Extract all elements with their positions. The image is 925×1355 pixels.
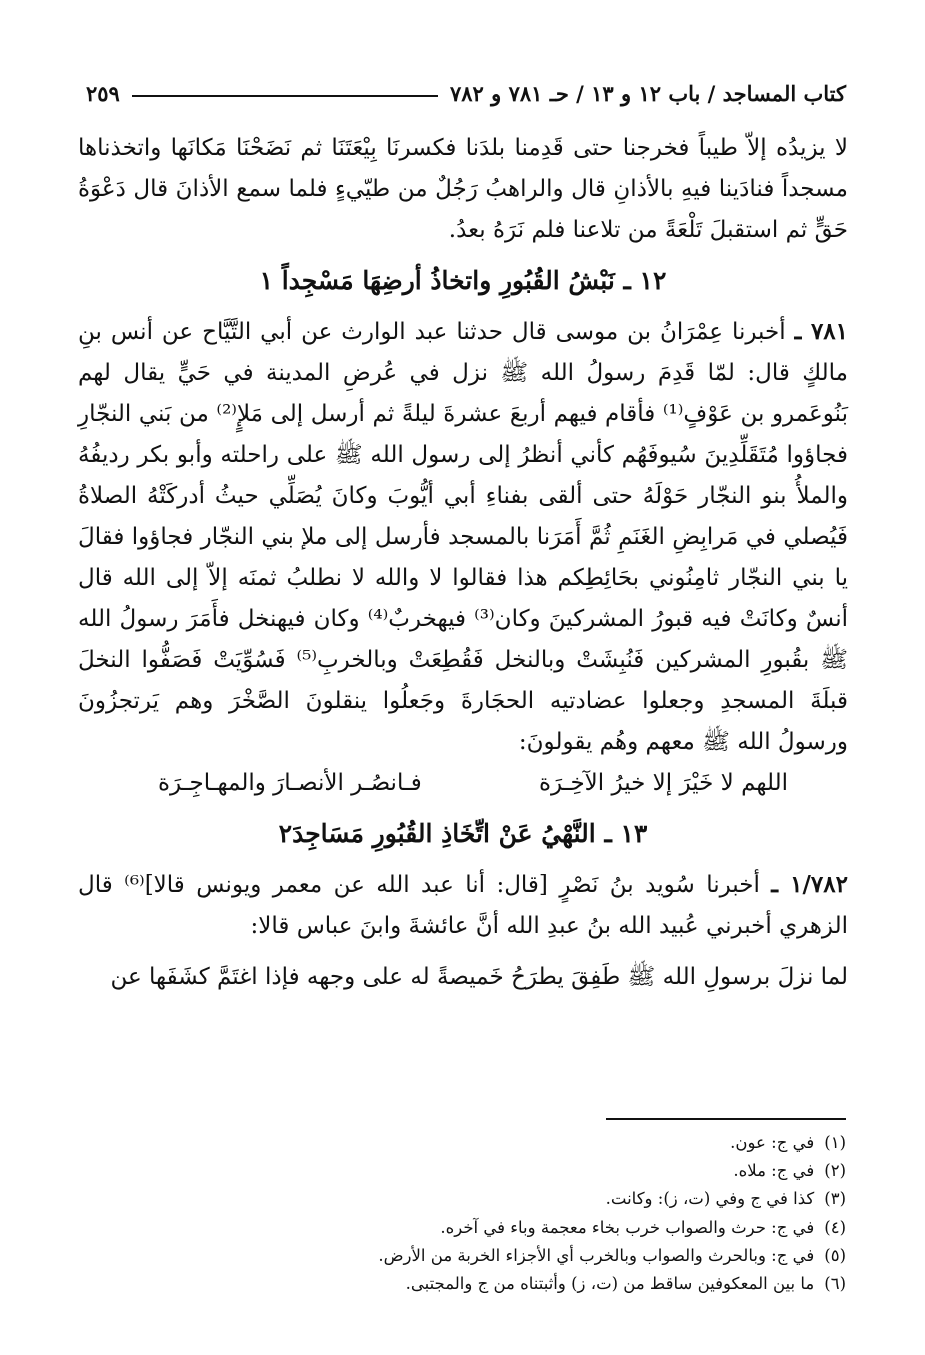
- verse-second-hemistich: فـانصُـر الأنصـارَ والمهـاجِـرَة: [158, 770, 422, 796]
- footnote-number: (٤): [824, 1217, 846, 1237]
- footnote-number: (٢): [824, 1161, 846, 1181]
- header-rule: [132, 95, 438, 97]
- footnote-text: في ج: ملاه.: [733, 1161, 815, 1181]
- footnote-number: (٣): [824, 1189, 846, 1209]
- footnote: [300, 1214, 846, 1242]
- hadith-782-matn: لما نزلَ برسولِ الله ﷺ طَفِقَ يطرَحُ خَميصةً له على وجهه فإذا اغتَمَّ كشَفَها عن: [110, 964, 848, 990]
- footnote: [300, 1270, 846, 1298]
- running-header: [86, 76, 846, 110]
- footnote-rule: [606, 1118, 846, 1120]
- footnote-text: في ج: حرث والصواب خرب بخاء معجمة وباء في آخره.: [440, 1217, 815, 1237]
- hadith-text: أخبرنا سُويد بنُ نَصْرٍ [قال: أنا عبد الله عن معمر ويونس قالا]⁽⁶⁾ قال الزهري أخبرني عُبيد الله بنُ عبدِ الله أنَّ عائشةَ وابنَ عباس قالا:: [78, 872, 848, 939]
- footnote-text: ما بين المعكوفين ساقط من (ت، ز) وأثبتناه من ج والمجتبى.: [405, 1274, 815, 1294]
- hadith-781: [78, 311, 848, 763]
- footnote-text: كذا في ج وفي (ت، ز): وكانت.: [605, 1189, 815, 1209]
- hadith-782: [78, 864, 848, 947]
- footnote-number: (١): [824, 1133, 846, 1152]
- hadith-number: ٧٨١ ـ: [794, 318, 849, 345]
- page-number: ٢٥٩: [86, 80, 120, 106]
- verse-first-hemistich: اللهم لا خَيْرَ إلا خيرُ الآخِـرَة: [538, 770, 788, 796]
- footnote: [300, 1242, 846, 1270]
- hadith-text: أخبرنا عِمْرَانُ بن موسى قال حدثنا عبد الوارث عن أبي التَّيَّاح عن أنس بنِ مالكٍ قال: لمّا قَدِمَ رسولُ الله ﷺ نزل في عُرضِ المدينة في حَيٍّ يقال لهم بَنُوعَمرو بن عَوْفٍ⁽¹⁾ فأقام فيهم أربعَ عشرةَ ليلةً ثم أرسل إلى مَلإٍ⁽²⁾ من بَني النجّارِ فجاؤوا مُتَقَلِّدِينَ سُيوفَهُم كأني أنظرُ إلى رسول الله ﷺ على راحلته وأبو بكر رديفُهُ والملأُ بنو النجّار حَوْلَهُ حتى ألقى بفناءِ أبي أيُّوبَ وكانَ يُصَلِّي حيثُ أدركَتْهُ الصلاةُ فَيُصلي في مَرابِضِ الغَنَمِ ثُمَّ أَمَرَنا بالمسجد فأرسل إلى ملإ بني النجّار فجاؤوا فقالَ يا بني النجّار ثامِنُوني بحَائِطِكم هذا فقالوا لا والله لا نطلبُ ثمنَه إلاّ إلى الله قال أنسٌ وكانَتْ فيه قبورُ المشركينَ وكان⁽³⁾ فيهخربٌ⁽⁴⁾ وكان فيهنخل فأَمَرَ رسولُ الله ﷺ بقُبورِ المشركين فَنُبِشَتْ وبالنخل فَقُطِعَتْ وبالخربِ⁽⁵⁾ فَسُوِّيَتْ فَصَفُّوا النخلَ قبلَةَ المسجدِ وجعلوا عضادتيه الحجَارةَ وجَعلُوا ينقلونَ الصَّخْرَ وهم يَرتجزُونَ ورسولُ الله ﷺ معهم وهُم يقولونَ:: [78, 319, 848, 755]
- footnote-text: في ج: وبالحرث والصواب وبالخرب أي الأجزاء الخربة من الأرض.: [378, 1245, 815, 1265]
- section-heading-12: ١٢ ـ نَبْشُ القُبُورِ واتخاذُ أرضِهَا مَسْجِداً ١: [259, 266, 667, 295]
- footnotes: [300, 1129, 846, 1298]
- opening-paragraph: لا يزيدُه إلاّ طيباً فخرجنا حتى قَدِمنا بلدَنا فكسرنَا بِيْعَتَنَا ثم نَضَحْنَا مَكانَها واتخذناها مسجداً فنادَينا فيهِ بالأذانِ قال والراهبُ رَجُلٌ من طيّيءٍ فلما سمع الأذانَ قال دَعْوَةُ حَقٍّ ثم استقبلَ تَلْعَةً من تلاعنا فلم نَرَهُ بعدُ.: [78, 135, 848, 243]
- main-text: [78, 128, 848, 998]
- footnote-number: (٥): [824, 1245, 846, 1265]
- running-title: كتاب المساجد / باب ١٢ و ١٣ / حـ ٧٨١ و ٧٨٢: [449, 80, 846, 106]
- section-heading-13: ١٣ ـ النَّهْيُ عَنْ اتِّخَاذِ القُبُورِ مَسَاجِدَ٢: [278, 819, 648, 848]
- footnote: [300, 1185, 846, 1213]
- footnote: [300, 1129, 846, 1157]
- hadith-number: ١/٧٨٢ ـ: [771, 871, 848, 898]
- footnote-text: في ج: عون.: [730, 1133, 815, 1152]
- poetry-verse: [78, 763, 848, 804]
- footnote-number: (٦): [824, 1274, 846, 1294]
- footnote: [300, 1157, 846, 1185]
